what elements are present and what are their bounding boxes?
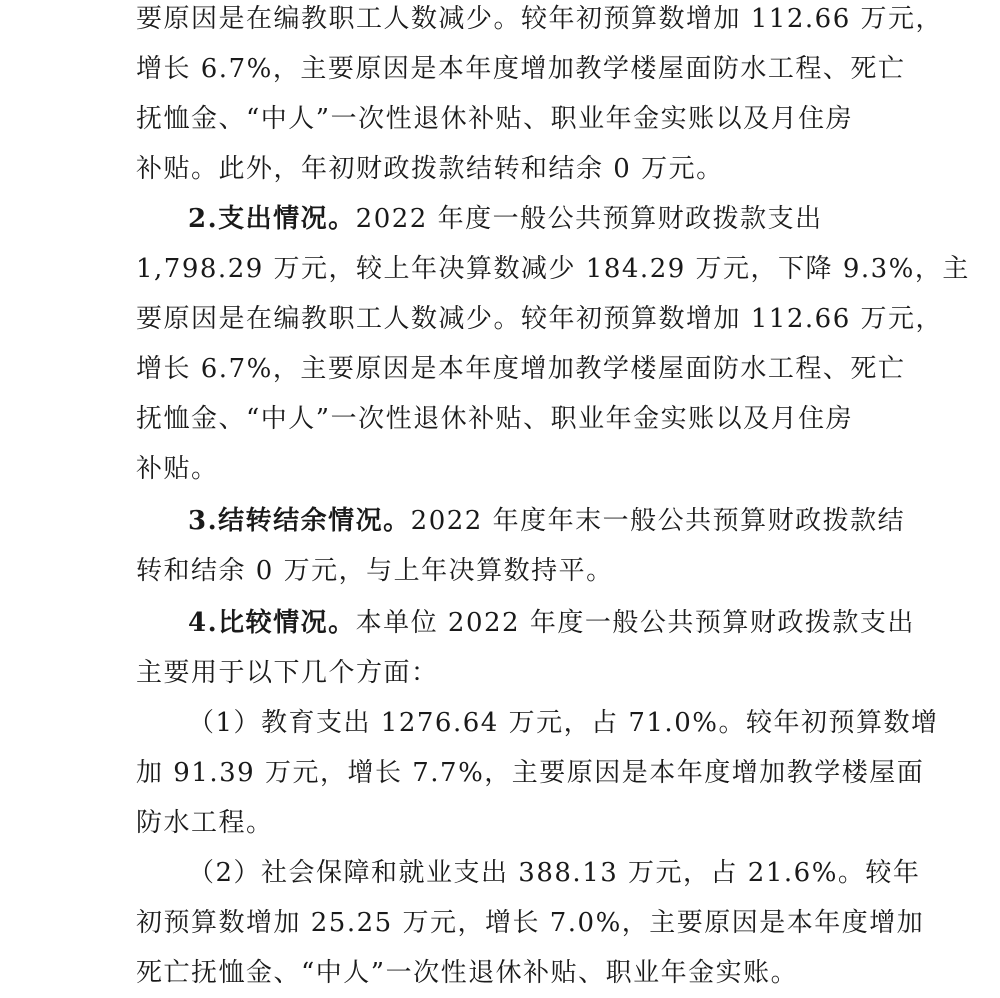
- paragraph-line: 补贴。: [136, 454, 219, 484]
- paragraph-line: 转和结余 0 万元，与上年决算数持平。: [136, 556, 614, 586]
- paragraph-line: 抚恤金、“中人”一次性退休补贴、职业年金实账以及月住房: [136, 404, 854, 434]
- paragraph-line: 要原因是在编教职工人数减少。较年初预算数增加 112.66 万元，: [136, 304, 944, 334]
- section-heading: 2.支出情况。: [188, 204, 356, 234]
- paragraph-text: 2022 年度一般公共预算财政拨款支出: [355, 204, 823, 234]
- paragraph-line: 补贴。此外，年初财政拨款结转和结余 0 万元。: [136, 154, 724, 184]
- paragraph-text: 2022 年度年末一般公共预算财政拨款结: [410, 506, 906, 536]
- paragraph-line: 初预算数增加 25.25 万元，增长 7.0%，主要原因是本年度增加: [136, 908, 925, 938]
- paragraph-line: 增长 6.7%，主要原因是本年度增加教学楼屋面防水工程、死亡: [136, 54, 906, 84]
- paragraph-line: 主要用于以下几个方面：: [136, 658, 439, 688]
- list-item-social-security: （2）社会保障和就业支出 388.13 万元，占 21.6%。较年: [188, 858, 921, 888]
- section-heading: 3.结转结余情况。: [188, 506, 411, 536]
- section-heading: 4.比较情况。: [188, 608, 356, 638]
- paragraph-line: 1,798.29 万元，较上年决算数减少 184.29 万元，下降 9.3%，主: [136, 254, 970, 284]
- paragraph-line: 死亡抚恤金、“中人”一次性退休补贴、职业年金实账。: [136, 958, 799, 988]
- paragraph-line: 增长 6.7%，主要原因是本年度增加教学楼屋面防水工程、死亡: [136, 354, 906, 384]
- paragraph-line: 防水工程。: [136, 808, 274, 838]
- paragraph-line: 抚恤金、“中人”一次性退休补贴、职业年金实账以及月住房: [136, 104, 854, 134]
- section-expenditure: [188, 194, 823, 244]
- list-item-education: （1）教育支出 1276.64 万元，占 71.0%。较年初预算数增: [188, 708, 939, 738]
- paragraph-line: 要原因是在编教职工人数减少。较年初预算数增加 112.66 万元，: [136, 4, 944, 34]
- section-carryover: [188, 496, 905, 546]
- section-comparison: [188, 598, 915, 648]
- paragraph-text: 本单位 2022 年度一般公共预算财政拨款支出: [355, 608, 915, 638]
- paragraph-line: 加 91.39 万元，增长 7.7%，主要原因是本年度增加教学楼屋面: [136, 758, 925, 788]
